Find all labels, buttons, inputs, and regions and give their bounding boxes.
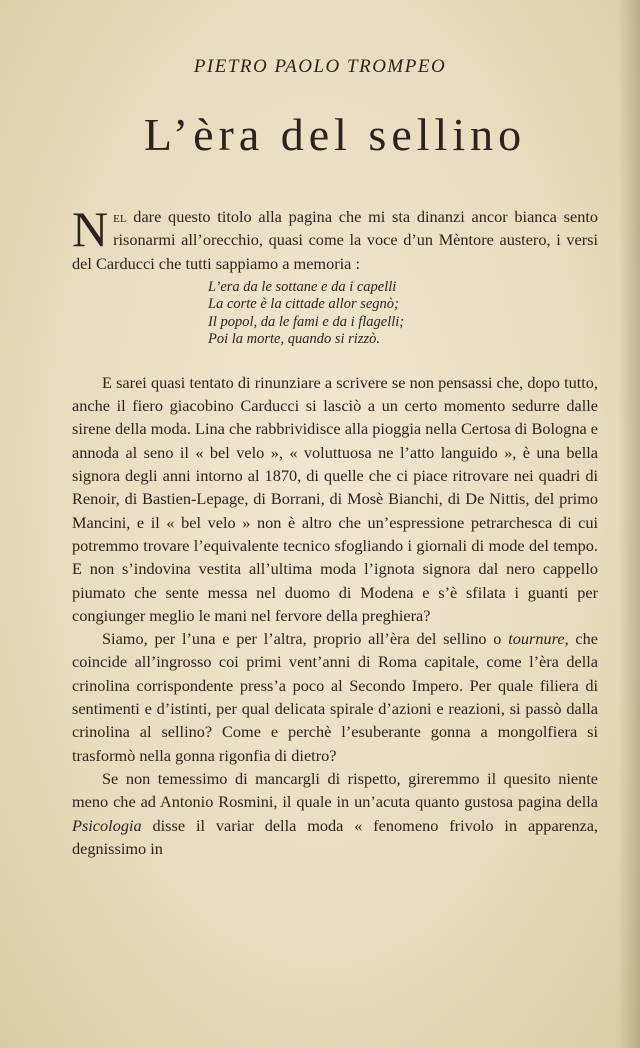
page-title: L’èra del sellino	[143, 109, 527, 160]
para3-text-a: Siamo, per l’una e per l’altra, proprio all’èra del sellino o	[102, 629, 509, 649]
paragraph-4	[72, 767, 598, 860]
intro-smallcaps: el	[113, 207, 127, 226]
intro-text: dare questo titolo alla pagina che mi sta dinanzi ancor bianca sento risonarmi all’orecchio, quasi come la voce d’un Mèntore austero, i versi del Carducci che tutti sappiamo a memoria :	[72, 207, 598, 273]
author-name: PIETRO PAOLO TROMPEO	[193, 56, 447, 77]
para3-italic: tournure,	[508, 629, 569, 649]
paragraph-3	[72, 627, 598, 767]
verse-line: Il popol, da le fami e da i flagelli;	[208, 313, 405, 330]
paragraph-2: E sarei quasi tentato di rinunziare a scrivere se non pensassi che, dopo tutto, anche il fiero giacobino Carducci si lasciò a un certo momento sedurre dalle sirene della moda. Lina che rabbrividisce alla pioggia nella Certosa di Bologna e annoda al seno il « bel velo », « voluttuosa ne l’atto languido », è una bella signora degli anni intorno al 1870, di quelle che ci piace ritrovare nei quadri di Renoir, di Bastien-Lepage, di Borrani, di Mosè Bianchi, di De Nittis, del primo Mancini, e il « bel velo » non è altro che un’espressione petrarchesca di cui potremmo trovare l’equivalente tecnico sfogliando i giornali di mode del tempo. E non s’indovina vestita all’ultima moda l’ignota signora dal nero cappello piumato che sente messa nel duomo di Modena e s’è sfilata i guanti per congiunger meglio le mani nel fervore della preghiera?	[72, 372, 598, 625]
intro-paragraph	[72, 201, 598, 275]
para4-text-b: disse il variar della moda « fenomeno frivolo in apparenza, degnissimo in	[72, 815, 598, 858]
verse-line: La corte è la cittade allor segnò;	[208, 296, 399, 313]
verse-line: L’era da le sottane e da i capelli	[208, 278, 397, 295]
article-body	[72, 201, 598, 860]
spacer	[72, 357, 598, 371]
para3-text-b: che coincide all’ingrosso coi primi vent’anni di Roma capitale, come l’èra della crinolina corrispondente press’a poco al Secondo Impero. Per quale filiera di sentimenti e d’istinti, per qual delicata spirale d’azioni e reazioni, si passò dalla crinolina al sellino? Come e perchè l’esuberante gonna a mongolfiera si trasformò nella gonna rigonfia di dietro?	[72, 629, 598, 765]
drop-cap: N	[72, 201, 109, 257]
verse-quote	[208, 279, 598, 349]
para4-text-a: Se non temessimo di mancargli di rispetto, gireremmo il quesito niente meno che ad Antonio Rosmini, il quale in un’acuta quanto gustosa pagina della	[72, 768, 598, 812]
verse-line: Poi la morte, quando si rizzò.	[208, 331, 380, 348]
para4-italic: Psicologia	[72, 815, 142, 835]
